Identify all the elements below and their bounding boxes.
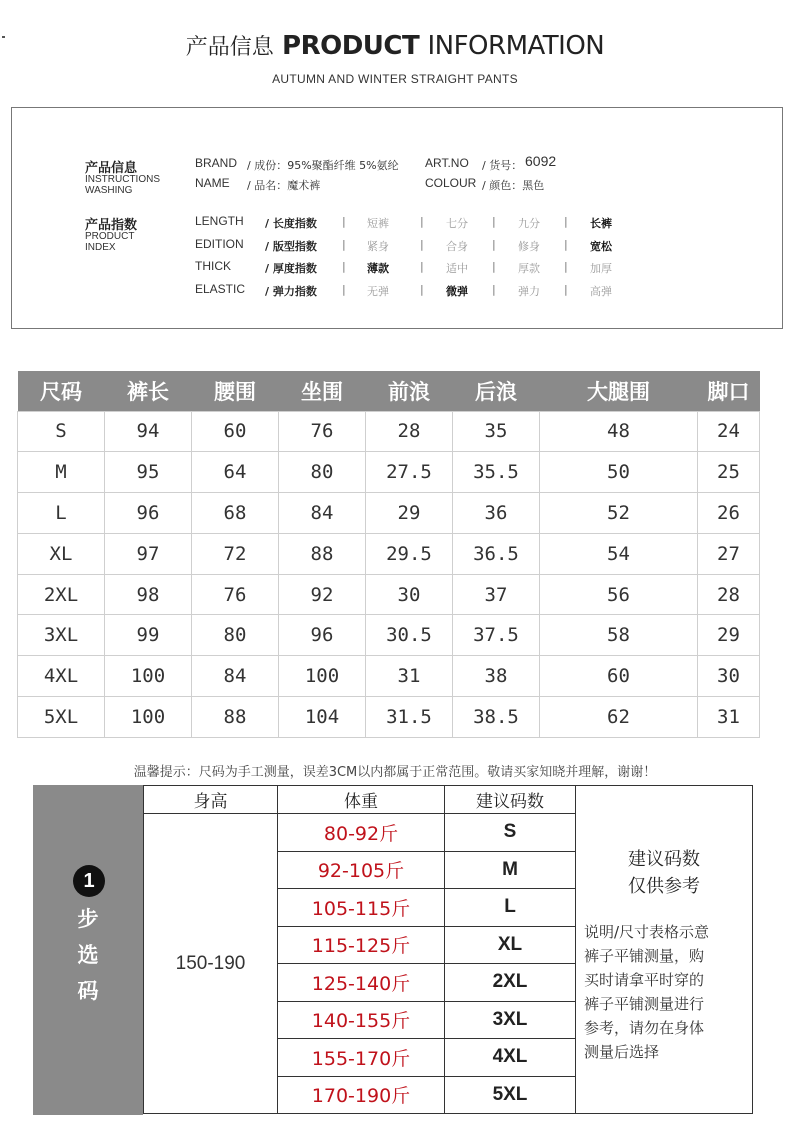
size-cell: 94: [105, 411, 192, 452]
index-name: / 厚度指数: [265, 262, 317, 275]
size-recommend-table: [143, 785, 753, 1114]
index-option: 长裤: [590, 217, 612, 230]
note-line: 裤子平铺测量，购: [584, 947, 705, 965]
size-cell: 28: [698, 574, 760, 615]
size-header-cell: 大腿围: [540, 371, 698, 411]
size-cell: 26: [698, 493, 760, 534]
note-title: [584, 846, 744, 900]
index-separator: |: [564, 215, 568, 228]
table-row: [18, 697, 760, 738]
size-cell: 72: [192, 533, 279, 574]
index-option: 紧身: [367, 240, 389, 253]
size-header-cell: 裤长: [105, 371, 192, 411]
size-cell: 38: [453, 656, 540, 697]
index-separator: |: [342, 260, 346, 273]
size-cell: 37: [453, 574, 540, 615]
size-cell: 35: [453, 411, 540, 452]
index-separator: |: [564, 283, 568, 296]
index-separator: |: [420, 260, 424, 273]
brand-label: BRAND: [195, 156, 238, 170]
index-label: THICK: [195, 259, 231, 273]
size-cell: 80: [279, 452, 366, 493]
page-title: [0, 30, 790, 61]
size-cell: 31: [366, 656, 453, 697]
size-cell: 37.5: [453, 615, 540, 656]
size-cell: 68: [192, 493, 279, 534]
note-body: [584, 920, 744, 1064]
size-cell: 50: [540, 452, 698, 493]
index-label: ELASTIC: [195, 282, 246, 296]
recommend-header-cell: 建议码数: [445, 786, 576, 814]
size-cell: 38.5: [453, 697, 540, 738]
index-separator: |: [492, 238, 496, 251]
size-cell: 27.5: [366, 452, 453, 493]
index-separator: |: [420, 238, 424, 251]
weight-range: 155-170斤: [278, 1039, 445, 1077]
index-option: 加厚: [590, 262, 612, 275]
index-option: 九分: [518, 217, 540, 230]
name-value: / 品名：魔术裤: [247, 179, 321, 192]
size-cell: 76: [279, 411, 366, 452]
title-bold: PRODUCT: [282, 31, 420, 61]
note-title-line2: 仅供参考: [628, 876, 700, 897]
brand-value: / 成份：95%聚酯纤维 5%氨纶: [247, 159, 399, 172]
size-cell: 84: [279, 493, 366, 534]
size-cell: 27: [698, 533, 760, 574]
note-line: 测量后选择: [584, 1043, 660, 1061]
table-row: [18, 656, 760, 697]
recommended-size: S: [445, 814, 576, 852]
table-row: [18, 574, 760, 615]
size-table: [17, 371, 760, 738]
index-separator: |: [420, 215, 424, 228]
size-cell: 76: [192, 574, 279, 615]
height-range: 150-190: [144, 814, 278, 1114]
recommend-header-cell: 身高: [144, 786, 278, 814]
index-separator: |: [342, 283, 346, 296]
artno-label: ART.NO: [425, 156, 469, 170]
size-cell: 2XL: [18, 574, 105, 615]
size-cell: 97: [105, 533, 192, 574]
step-number-badge: 1: [73, 865, 105, 897]
index-option: 宽松: [590, 240, 612, 253]
index-separator: |: [564, 260, 568, 273]
size-cell: 30: [698, 656, 760, 697]
info-section-en2: WASHING: [85, 185, 133, 196]
page-subtitle: AUTUMN AND WINTER STRAIGHT PANTS: [272, 72, 518, 86]
size-cell: 80: [192, 615, 279, 656]
index-section-title: 产品指数: [85, 218, 138, 233]
index-separator: |: [492, 260, 496, 273]
note-line: 参考，请勿在身体: [584, 1019, 705, 1037]
size-cell: 28: [366, 411, 453, 452]
size-cell: 4XL: [18, 656, 105, 697]
index-section-en2: INDEX: [85, 242, 116, 253]
size-cell: 36.5: [453, 533, 540, 574]
artno-value-label: / 货号：: [482, 159, 523, 172]
recommended-size: 4XL: [445, 1039, 576, 1077]
size-header-cell: 坐围: [279, 371, 366, 411]
step-side-panel: [33, 785, 143, 1115]
size-header-cell: 后浪: [453, 371, 540, 411]
weight-range: 115-125斤: [278, 926, 445, 964]
size-cell: 24: [698, 411, 760, 452]
size-cell: M: [18, 452, 105, 493]
size-cell: 60: [192, 411, 279, 452]
size-table-body: [18, 411, 760, 737]
weight-range: 125-140斤: [278, 964, 445, 1002]
colour-label: COLOUR: [425, 176, 477, 190]
size-cell: XL: [18, 533, 105, 574]
weight-range: 92-105斤: [278, 851, 445, 889]
size-cell: 100: [105, 697, 192, 738]
size-cell: 25: [698, 452, 760, 493]
size-cell: L: [18, 493, 105, 534]
size-cell: 48: [540, 411, 698, 452]
index-option: 无弹: [367, 285, 389, 298]
recommend-header-cell: 体重: [278, 786, 445, 814]
size-cell: 29: [366, 493, 453, 534]
size-cell: 36: [453, 493, 540, 534]
size-cell: 30.5: [366, 615, 453, 656]
measurement-tip: 温馨提示：尺码为手工测量，误差3CM以内都属于正常范围。敬请买家知晓并理解，谢谢！: [133, 765, 657, 780]
info-section-en1: INSTRUCTIONS: [85, 174, 160, 185]
index-option: 微弹: [446, 285, 468, 298]
index-option: 合身: [446, 240, 468, 253]
size-cell: 98: [105, 574, 192, 615]
size-cell: 64: [192, 452, 279, 493]
index-separator: |: [342, 215, 346, 228]
weight-range: 105-115斤: [278, 889, 445, 927]
size-cell: 96: [279, 615, 366, 656]
recommended-size: L: [445, 889, 576, 927]
size-cell: 54: [540, 533, 698, 574]
size-header-cell: 脚口: [698, 371, 760, 411]
size-cell: 52: [540, 493, 698, 534]
note-line: 裤子平铺测量进行: [584, 995, 705, 1013]
index-option: 短裤: [367, 217, 389, 230]
size-cell: 31: [698, 697, 760, 738]
recommended-size: 3XL: [445, 1001, 576, 1039]
product-info-box: [11, 107, 783, 329]
index-name: / 版型指数: [265, 240, 317, 253]
table-row: [18, 452, 760, 493]
weight-range: 140-155斤: [278, 1001, 445, 1039]
index-label: EDITION: [195, 237, 244, 251]
index-name: / 长度指数: [265, 217, 317, 230]
weight-range: 170-190斤: [278, 1076, 445, 1114]
recommended-size: XL: [445, 926, 576, 964]
title-light: INFORMATION: [427, 31, 605, 61]
index-separator: |: [342, 238, 346, 251]
recommended-size: 5XL: [445, 1076, 576, 1114]
index-section-en1: PRODUCT: [85, 231, 135, 242]
index-separator: |: [564, 238, 568, 251]
table-row: [18, 533, 760, 574]
table-row: [18, 411, 760, 452]
index-option: 高弹: [590, 285, 612, 298]
index-separator: |: [492, 283, 496, 296]
size-cell: 96: [105, 493, 192, 534]
note-line: 说明/尺寸表格示意: [584, 923, 710, 941]
note-title-line1: 建议码数: [628, 849, 700, 870]
size-table-header: [18, 371, 760, 411]
step-char-3: 码: [77, 979, 99, 1003]
recommend-note: [576, 786, 753, 1114]
index-option: 厚款: [518, 262, 540, 275]
size-cell: 56: [540, 574, 698, 615]
recommended-size: 2XL: [445, 964, 576, 1002]
size-cell: 88: [279, 533, 366, 574]
artno-value: 6092: [525, 153, 557, 169]
name-label: NAME: [195, 176, 230, 190]
size-cell: 58: [540, 615, 698, 656]
size-cell: 99: [105, 615, 192, 656]
index-option: 适中: [446, 262, 468, 275]
size-cell: 35.5: [453, 452, 540, 493]
recommended-size: M: [445, 851, 576, 889]
index-option: 薄款: [367, 262, 389, 275]
size-header-cell: 前浪: [366, 371, 453, 411]
step-char-2: 选: [77, 943, 99, 967]
info-section-title: 产品信息: [85, 161, 138, 176]
index-option: 弹力: [518, 285, 540, 298]
table-row: [18, 493, 760, 534]
size-cell: 84: [192, 656, 279, 697]
note-line: 买时请拿平时穿的: [584, 971, 705, 989]
size-cell: 29.5: [366, 533, 453, 574]
size-cell: 100: [279, 656, 366, 697]
size-cell: 104: [279, 697, 366, 738]
size-cell: S: [18, 411, 105, 452]
index-name: / 弹力指数: [265, 285, 317, 298]
weight-range: 80-92斤: [278, 814, 445, 852]
step-char-1: 步: [77, 907, 99, 931]
size-cell: 62: [540, 697, 698, 738]
size-cell: 5XL: [18, 697, 105, 738]
colour-value: / 颜色：黑色: [482, 179, 545, 192]
size-cell: 60: [540, 656, 698, 697]
index-separator: |: [492, 215, 496, 228]
size-cell: 88: [192, 697, 279, 738]
size-header-cell: 尺码: [18, 371, 105, 411]
size-cell: 100: [105, 656, 192, 697]
size-cell: 31.5: [366, 697, 453, 738]
size-cell: 30: [366, 574, 453, 615]
index-option: 修身: [518, 240, 540, 253]
size-header-cell: 腰围: [192, 371, 279, 411]
index-separator: |: [420, 283, 424, 296]
table-row: [18, 615, 760, 656]
index-option: 七分: [446, 217, 468, 230]
size-cell: 29: [698, 615, 760, 656]
size-cell: 92: [279, 574, 366, 615]
size-cell: 95: [105, 452, 192, 493]
index-label: LENGTH: [195, 214, 244, 228]
size-cell: 3XL: [18, 615, 105, 656]
title-cn: 产品信息: [185, 35, 274, 60]
